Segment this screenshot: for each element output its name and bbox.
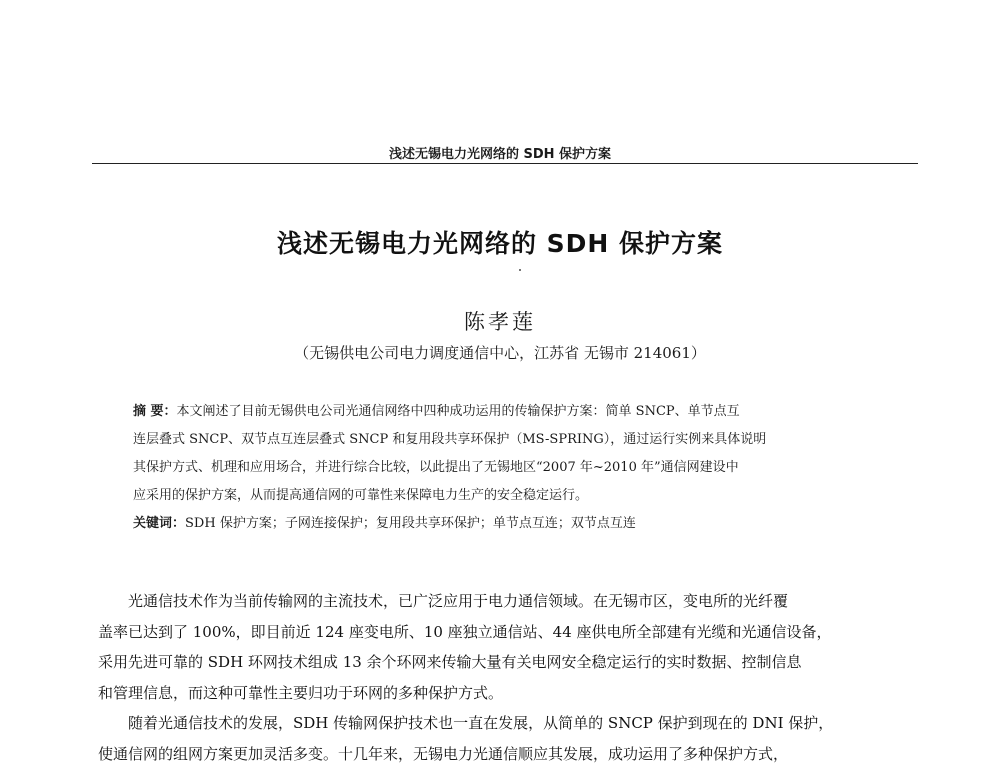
abstract-line: 连层叠式 SNCP、双节点互连层叠式 SNCP 和复用段共享环保护（MS-SPRING），通过运行实例来具体说明 [133, 426, 893, 454]
abstract-label: 摘 要： [133, 404, 177, 419]
body-line: 和管理信息，而这种可靠性主要归功于环网的多种保护方式。 [98, 678, 928, 709]
keywords-line [133, 510, 893, 538]
keywords-text: SDH 保护方案；子网连接保护；复用段共享环保护；单节点互连；双节点互连 [185, 516, 636, 531]
abstract-block [133, 398, 893, 538]
body-text [98, 586, 928, 769]
keywords-label: 关键词： [133, 516, 185, 531]
abstract-text: 本文阐述了目前无锡供电公司光通信网络中四种成功运用的传输保护方案：简单 SNCP、单节点互 [177, 404, 740, 419]
author-name: 陈孝莲 [0, 306, 1000, 336]
article-title: 浅述无锡电力光网络的 SDH 保护方案 [0, 224, 1000, 260]
abstract-line: 应采用的保护方案，从而提高通信网的可靠性来保障电力生产的安全稳定运行。 [133, 482, 893, 510]
body-line: 采用先进可靠的 SDH 环网技术组成 13 余个环网来传输大量有关电网安全稳定运行的实时数据、控制信息 [98, 647, 928, 678]
header-rule [92, 163, 918, 164]
body-line: 使通信网的组网方案更加灵活多变。十几年来，无锡电力光通信顺应其发展，成功运用了多种保护方式， [98, 739, 928, 769]
abstract-line [133, 398, 893, 426]
body-line: 盖率已达到了 100%，即目前近 124 座变电所、10 座独立通信站、44 座供电所全部建有光缆和光通信设备， [98, 617, 928, 648]
body-line: 光通信技术作为当前传输网的主流技术，已广泛应用于电力通信领域。在无锡市区，变电所的光纤覆 [98, 586, 928, 617]
abstract-line: 其保护方式、机理和应用场合，并进行综合比较，以此提出了无锡地区“2007 年~2010 年”通信网建设中 [133, 454, 893, 482]
print-speck [519, 269, 521, 271]
running-header: 浅述无锡电力光网络的 SDH 保护方案 [0, 143, 1000, 162]
body-line: 随着光通信技术的发展，SDH 传输网保护技术也一直在发展，从简单的 SNCP 保护到现在的 DNI 保护， [98, 708, 928, 739]
author-affiliation: （无锡供电公司电力调度通信中心，江苏省 无锡市 214061） [0, 342, 1000, 363]
